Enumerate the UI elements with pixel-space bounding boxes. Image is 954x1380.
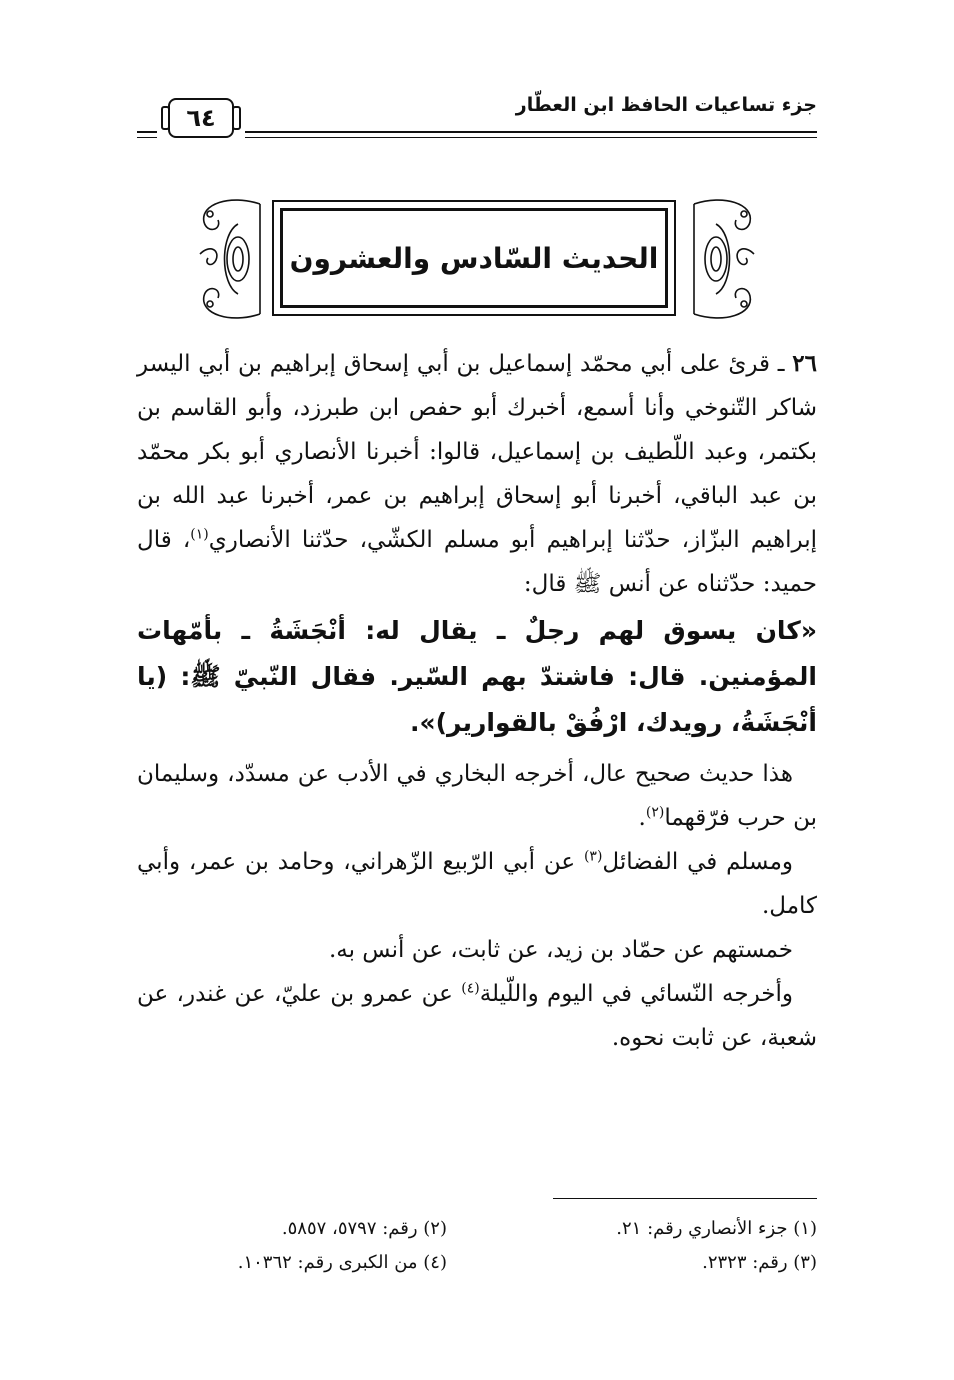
nasai-paragraph — [137, 972, 817, 1060]
footnote-marker: (٣) — [583, 848, 603, 865]
section-title: الحديث السّادس والعشرون — [289, 241, 659, 275]
nasai-text-b: عن عمرو بن عليّ، عن غندر، عن شعبة، عن ثابت نحوه. — [137, 981, 817, 1051]
main-text — [137, 342, 817, 1060]
footnote-2: (٢) رقم: ٥٧٩٧، ٥٨٥٧. — [281, 1218, 447, 1239]
footnote-marker: (٤) — [461, 980, 480, 997]
takhrij-text: هذا حديث صحيح عال، أخرجه البخاري في الأدب عن مسدّد، وسليمان بن حرب فرّقهما — [137, 761, 817, 831]
isnad-text: ـ قرئ على أبي محمّد إسماعيل بن أبي إسحاق إبراهيم بن أبي اليسر شاكر التّنوخي وأنا أسمع، أخبرك أبو حفص ابن طبرزد، وأبو القاسم بن بكتمر، وعبد اللّطيف بن إسماعيل، قالوا: أخبرنا الأنصاري أبو بكر محمّد بن عبد الباقي، أخبرنا أبو إسحاق إبراهيم بن عمر، أخبرنا عبد الله بن إبراهيم البزّاز، حدّثنا إبراهيم أبو مسلم الكشّي، حدّثنا الأنصاري — [137, 351, 817, 553]
muslim-text-a: ومسلم في الفضائل — [602, 849, 793, 875]
muslim-text-b: عن أبي الرّبيع الزّهراني، وحامد بن عمر، وأبي كامل. — [137, 849, 817, 919]
book-title: جزء تساعيات الحافظ ابن العطّار — [515, 94, 817, 116]
footnote-rule — [553, 1198, 817, 1199]
chain-paragraph: خمستهم عن حمّاد بن زيد، عن ثابت، عن أنس به. — [328, 937, 793, 963]
isnad-paragraph — [137, 342, 817, 606]
floral-ornament-icon — [190, 194, 268, 324]
page-number: ٦٤ — [168, 98, 233, 138]
section-title-frame — [190, 188, 764, 338]
nasai-text-a: وأخرجه النّسائي في اليوم واللّيلة — [479, 981, 794, 1007]
muslim-paragraph — [137, 840, 817, 928]
section-title-inner-frame — [280, 208, 668, 308]
hadith-matn: «كان يسوق لهم رجلٌ ـ يقال له: أنْجَشَةُ ـ بأمّهات المؤمنين. قال: فاشتدّ بهم السّير. فقال النّبيّ ﷺ: (يا أنْجَشَةُ، رويدك، ارْفُقْ بالقوارير)». — [137, 616, 817, 737]
footnote-1: (١) جزء الأنصاري رقم: ٢١. — [616, 1218, 817, 1239]
page-number-badge — [157, 92, 245, 144]
takhrij-paragraph — [137, 752, 817, 840]
hadith-number: ٢٦ — [792, 350, 817, 377]
footnote-marker: (١) — [190, 526, 209, 543]
footnote-marker: (٢) — [645, 804, 665, 821]
isnad-tail: ، قال حميد: حدّثناه عن أنس ﷺ قال: — [137, 527, 817, 597]
footnote-3: (٣) رقم: ٢٣٢٣. — [702, 1252, 817, 1273]
floral-ornament-icon — [686, 194, 764, 324]
running-header — [137, 92, 817, 144]
section-title-box — [272, 200, 676, 316]
footnote-4: (٤) من الكبرى رقم: ١٠٣٦٢. — [237, 1252, 447, 1273]
takhrij-end: . — [638, 805, 646, 831]
